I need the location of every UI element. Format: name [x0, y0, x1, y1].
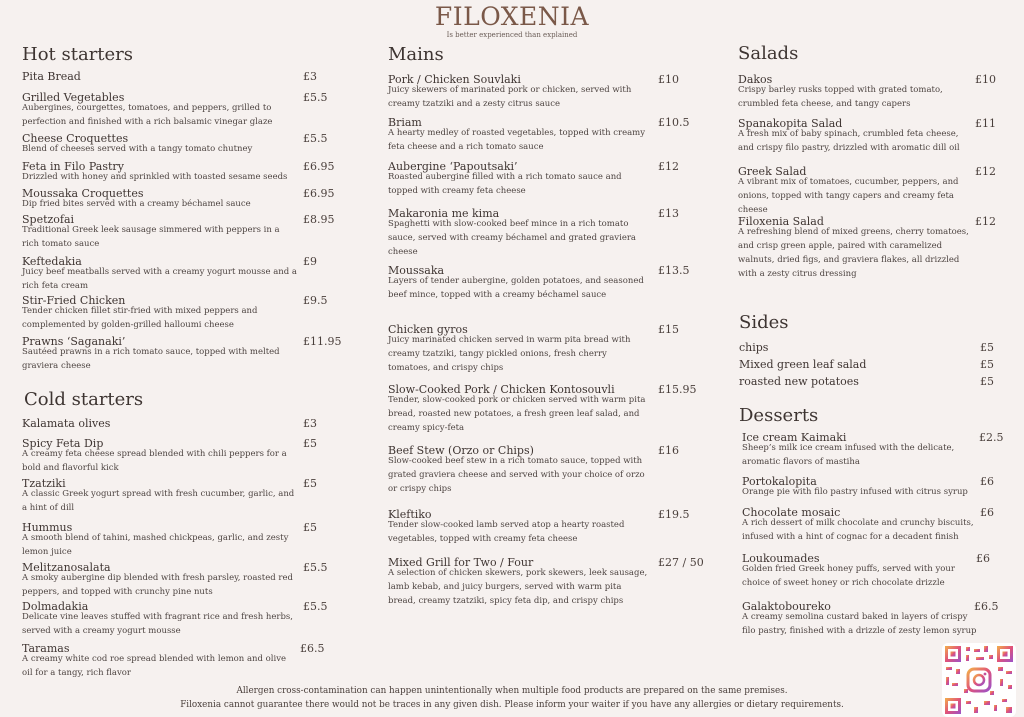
item-price: £5	[303, 521, 317, 534]
item-name: Ice cream Kaimaki	[742, 431, 847, 444]
item-name: Pork / Chicken Souvlaki	[388, 73, 521, 86]
item-description: Golden fried Greek honey puffs, served with your choice of sweet honey or rich chocolate drizzle	[742, 564, 955, 588]
item-description: Sautéed prawns in a rich tomato sauce, topped with melted graviera cheese	[22, 347, 280, 371]
item-price: £6.95	[303, 187, 335, 200]
menu-item	[22, 255, 297, 293]
menu-item	[388, 323, 650, 375]
item-description: Orange pie with filo pastry infused with citrus syrup	[742, 487, 968, 497]
section-title-sides: Sides	[739, 312, 789, 333]
item-price: £3	[303, 417, 317, 430]
item-description: Aubergines, courgettes, tomatoes, and peppers, grilled to perfection and finished with a rich balsamic vinegar glaze	[22, 103, 273, 127]
item-name: Mixed green leaf salad	[739, 358, 867, 371]
item-price: £6	[976, 552, 990, 565]
item-price: £6.5	[974, 600, 999, 613]
allergen-notice	[0, 684, 1024, 712]
item-description: A classic Greek yogurt spread with fresh cucumber, garlic, and a hint of dill	[22, 489, 295, 513]
menu-item	[388, 444, 650, 496]
item-price: £5.5	[303, 600, 328, 613]
menu-item	[738, 165, 970, 217]
item-description: A fresh mix of baby spinach, crumbled feta cheese, and crispy filo pastry, drizzled with aromatic dill oil	[738, 129, 960, 153]
menu-item	[388, 556, 650, 608]
menu-item	[22, 294, 297, 332]
item-price: £5	[980, 375, 994, 388]
item-price: £9.5	[303, 294, 328, 307]
brand-title: FILOXENIA	[434, 2, 590, 31]
item-name: Dakos	[738, 73, 773, 86]
item-price: £11.95	[303, 335, 342, 348]
item-name: Taramas	[22, 642, 70, 655]
item-description: Juicy marinated chicken served in warm pita bread with creamy tzatziki, tangy pickled onions, fresh cherry tomatoes, and crispy chips	[388, 335, 631, 373]
menu-item	[739, 375, 971, 388]
menu-item	[22, 91, 297, 129]
item-description: Blend of cheeses served with a tangy tomato chutney	[22, 144, 253, 154]
item-name: Prawns ‘Saganaki’	[22, 335, 126, 348]
item-name: Greek Salad	[738, 165, 807, 178]
brand-tagline: Is better experienced than explained	[446, 31, 578, 39]
item-description: Spaghetti with slow-cooked beef mince in a rich tomato sauce, served with creamy béchamel and grated graviera cheese	[388, 219, 636, 257]
menu-item	[742, 431, 977, 469]
item-price: £5.5	[303, 561, 328, 574]
menu-item	[22, 160, 297, 184]
item-price: £5	[303, 477, 317, 490]
menu-item	[738, 73, 970, 111]
item-description: Delicate vine leaves stuffed with fragrant rice and fresh herbs, served with a creamy yogurt mousse	[22, 612, 293, 636]
item-price: £13	[658, 207, 679, 220]
item-description: A creamy semolina custard baked in layers of crispy filo pastry, finished with a drizzle of zesty lemon syrup	[742, 612, 977, 636]
item-price: £13.5	[658, 264, 690, 277]
item-description: A selection of chicken skewers, pork skewers, leek sausage, lamb kebab, and juicy burgers, served with warm pita bread, creamy tzatziki, spicy feta dip, and crispy chips	[388, 568, 648, 606]
item-price: £10	[658, 73, 679, 86]
item-name: Moussaka Croquettes	[22, 187, 144, 200]
menu-item	[22, 70, 297, 83]
item-name: Pita Bread	[22, 70, 81, 83]
item-description: Drizzled with honey and sprinkled with toasted sesame seeds	[22, 172, 288, 182]
menu-item	[22, 437, 297, 475]
item-price: £12	[658, 160, 679, 173]
item-description: A rich dessert of milk chocolate and crunchy biscuits, infused with a hint of cognac for a decadent finish	[742, 518, 974, 542]
item-name: Spanakopita Salad	[738, 117, 843, 130]
menu-item	[742, 506, 977, 544]
item-description: Tender slow-cooked lamb served atop a hearty roasted vegetables, topped with creamy feta cheese	[388, 520, 625, 544]
item-price: £12	[975, 215, 996, 228]
menu-item	[742, 475, 977, 499]
menu-item	[388, 207, 650, 259]
item-name: Beef Stew (Orzo or Chips)	[388, 444, 534, 457]
item-name: Briam	[388, 116, 422, 129]
section-title-cold: Cold starters	[24, 389, 144, 410]
item-name: Galaktoboureko	[742, 600, 831, 613]
item-name: Keftedakia	[22, 255, 82, 268]
menu-item	[22, 213, 297, 251]
menu-item	[22, 600, 297, 638]
item-price: £5	[980, 341, 994, 354]
item-description: Juicy skewers of marinated pork or chicken, served with creamy tzatziki and a zesty citrus sauce	[388, 85, 632, 109]
menu-item	[388, 160, 650, 198]
item-description: Layers of tender aubergine, golden potatoes, and seasoned beef mince, topped with a creamy béchamel sauce	[388, 276, 644, 300]
item-name: Aubergine ‘Papoutsaki’	[388, 160, 518, 173]
item-description: Juicy beef meatballs served with a creamy yogurt mousse and a rich feta cream	[22, 267, 297, 291]
item-price: £15	[658, 323, 679, 336]
menu-item	[22, 335, 297, 373]
item-name: chips	[739, 341, 769, 354]
section-title-salads: Salads	[738, 43, 799, 64]
item-name: Kalamata olives	[22, 417, 111, 430]
item-price: £10	[975, 73, 996, 86]
item-name: Feta in Filo Pastry	[22, 160, 124, 173]
menu-item	[388, 116, 650, 154]
item-description: A creamy white cod roe spread blended with lemon and olive oil for a tangy, rich flavor	[22, 654, 287, 678]
menu-item	[22, 521, 297, 559]
allergen-line-2: Filoxenia cannot guarantee there would not be traces in any given dish. Please inform your waiter if you have any allergies or dietary requirements.	[180, 700, 844, 710]
item-name: roasted new potatoes	[739, 375, 859, 388]
section-title-hot: Hot starters	[22, 44, 134, 65]
menu-item	[739, 341, 971, 354]
item-price: £27 / 50	[658, 556, 704, 569]
item-price: £8.95	[303, 213, 335, 226]
item-description: A vibrant mix of tomatoes, cucumber, peppers, and onions, topped with tangy capers and creamy feta cheese	[738, 177, 959, 215]
item-description: Sheep’s milk ice cream infused with the delicate, aromatic flavors of mastiha	[742, 443, 955, 467]
item-name: Chicken gyros	[388, 323, 468, 336]
item-price: £9	[303, 255, 317, 268]
item-name: Cheese Croquettes	[22, 132, 129, 145]
item-name: Melitzanosalata	[22, 561, 111, 574]
item-name: Tzatziki	[22, 477, 66, 490]
item-name: Spicy Feta Dip	[22, 437, 104, 450]
item-price: £5.5	[303, 91, 328, 104]
item-price: £6.5	[300, 642, 325, 655]
item-name: Kleftiko	[388, 508, 432, 521]
menu-item	[22, 561, 297, 599]
item-description: A creamy feta cheese spread blended with chili peppers for a bold and flavorful kick	[22, 449, 287, 473]
section-title-mains: Mains	[388, 44, 444, 65]
item-name: Dolmadakia	[22, 600, 89, 613]
item-description: Crispy barley rusks topped with grated tomato, crumbled feta cheese, and tangy capers	[738, 85, 943, 109]
item-price: £5	[980, 358, 994, 371]
item-price: £6	[980, 475, 994, 488]
item-price: £15.95	[658, 383, 697, 396]
item-description: A refreshing blend of mixed greens, cherry tomatoes, and crisp green apple, paired with caramelized walnuts, dried figs, and graviera flakes, all drizzled with a zesty citrus dressing	[738, 227, 969, 279]
item-price: £5.5	[303, 132, 328, 145]
menu-item	[22, 477, 297, 515]
item-name: Stir-Fried Chicken	[22, 294, 126, 307]
item-description: Traditional Greek leek sausage simmered with peppers in a rich tomato sauce	[22, 225, 280, 249]
item-description: A hearty medley of roasted vegetables, topped with creamy feta cheese and a rich tomato sauce	[388, 128, 646, 152]
item-name: Mixed Grill for Two / Four	[388, 556, 534, 569]
menu-item	[22, 417, 297, 430]
menu-item	[739, 358, 971, 371]
item-description: Tender, slow-cooked pork or chicken served with warm pita bread, roasted new potatoes, a fresh green leaf salad, and creamy spicy-feta	[388, 395, 646, 433]
menu-item	[22, 132, 297, 156]
item-price: £5	[303, 437, 317, 450]
item-price: £16	[658, 444, 679, 457]
item-description: Roasted aubergine filled with a rich tomato sauce and topped with creamy feta cheese	[388, 172, 622, 196]
item-price: £10.5	[658, 116, 690, 129]
menu-item	[388, 383, 650, 435]
item-name: Hummus	[22, 521, 73, 534]
item-price: £2.5	[979, 431, 1004, 444]
item-price: £19.5	[658, 508, 690, 521]
item-name: Makaronia me kima	[388, 207, 500, 220]
menu-item	[738, 215, 970, 281]
item-name: Spetzofai	[22, 213, 75, 226]
section-title-desserts: Desserts	[739, 405, 819, 426]
item-description: Tender chicken fillet stir-fried with mixed peppers and complemented by golden-grilled halloumi cheese	[22, 306, 258, 330]
menu-item	[742, 552, 977, 590]
item-price: £6	[980, 506, 994, 519]
item-description: A smooth blend of tahini, mashed chickpeas, garlic, and zesty lemon juice	[22, 533, 289, 557]
item-price: £6.95	[303, 160, 335, 173]
item-price: £3	[303, 70, 317, 83]
item-price: £11	[975, 117, 996, 130]
item-name: Portokalopita	[742, 475, 817, 488]
item-description: Slow-cooked beef stew in a rich tomato sauce, topped with grated graviera cheese and served with your choice of orzo or crispy chips	[388, 456, 645, 494]
menu-item	[388, 264, 650, 302]
menu-item	[22, 642, 297, 680]
item-name: Grilled Vegetables	[22, 91, 125, 104]
menu-item	[22, 187, 297, 211]
item-name: Moussaka	[388, 264, 445, 277]
item-description: Dip fried bites served with a creamy béchamel sauce	[22, 199, 251, 209]
menu-item	[738, 117, 970, 155]
instagram-qr-icon[interactable]	[942, 643, 1016, 717]
item-name: Chocolate mosaic	[742, 506, 841, 519]
item-name: Loukoumades	[742, 552, 820, 565]
item-description: A smoky aubergine dip blended with fresh parsley, roasted red peppers, and topped with crunchy pine nuts	[22, 573, 293, 597]
menu-item	[388, 508, 650, 546]
item-name: Slow-Cooked Pork / Chicken Kontosouvli	[388, 383, 615, 396]
menu-item	[742, 600, 977, 638]
item-name: Filoxenia Salad	[738, 215, 824, 228]
menu-item	[388, 73, 650, 111]
allergen-line-1: Allergen cross-contamination can happen unintentionally when multiple food products are prepared on the same premises.	[236, 686, 788, 696]
item-price: £12	[975, 165, 996, 178]
